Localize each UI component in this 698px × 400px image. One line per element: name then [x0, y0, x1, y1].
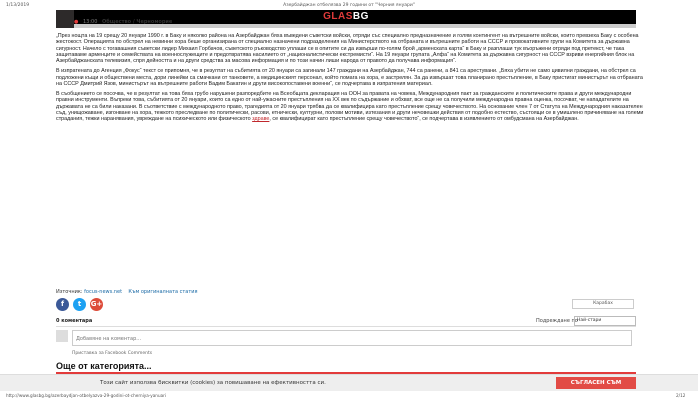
print-footer	[0, 391, 698, 400]
paragraph-3-end: , се квалифицират като престъпление срещу човечеството“, се подчертава в изявлението от омбудсмана на Азербайджан.	[269, 116, 579, 122]
share-buttons	[56, 298, 116, 312]
article-source	[56, 289, 198, 295]
article-paragraph-2: В изпратената до Агенция „Фокус“ текст се припомня, че в резултат на събитията от 20 януари са загинали 147 граждани на Азербайджан, 744 са ранени, а 841 са арестувани. „Бяха убити не само цивилни граждани, на обстрел са подложени къщи и обществени места, дори линейки са смачкани от танковете, а медицинският персонал, който помага на хора, е застрелян. За да извършат това планирано престъпление, в Баку пристигат министърът на отбраната на СССР Дмитрий Язов, министърът на вътрешните работи Вадим Бакатин и други високопоставени военни“, се подчертава в изпратения материал.	[56, 68, 643, 87]
logo-red-text: GLAS	[323, 11, 353, 22]
logo-white-text: BG	[352, 11, 369, 22]
page-number: 2/12	[676, 393, 686, 398]
sort-label: Подреждане по	[536, 318, 578, 324]
sort-select[interactable]: Най-стари	[574, 316, 636, 326]
print-date: 1/13/2019	[6, 3, 30, 8]
health-link[interactable]: здраве	[252, 116, 270, 122]
article-paragraph-1: „През нощта на 19 срещу 20 януари 1990 г. в Баку и няколко района на Азербайджан бяха въведени съветски войски, отряди със специално предназначение и голям контингент на вътрешните войски, които превзеха Баку с особена жестокост. Операцията по обстрел на невинни хора беше организирана от специално назначени подразделения на Министерството на отбраната и вътрешните работи на СССР и провокативните групи на Комитета за държавна сигурност. Начело с тогавашния съветски лидер Михаил Горбачов, съветското ръководство уплаши се в опитите си да извърши по-голям брой „арменската карта“ в Баку и разплаши тук въоръжени отряди под претекст, че така защитаваме арменците и семействата на военнослужещите и предотвратява насилието от „националистически екстремисти“. На 19 януари групата „Алфа“ на Комитета за държавна сигурност на СССР взриви енергийния блок на Азербайджанската телевизия, спря дейността и на други средства за масова информация и по този начин лиши народа от правото да получава информация“.	[56, 33, 639, 64]
more-from-category-title: Още от категорията...	[56, 361, 152, 371]
paragraph-3-text: В съобщението се посочва, че в резултат на това бяха грубо нарушени разпоредбите на Всеобщата декларация на ООН за правата на човека, Международния пакт за гражданските и политическите права и други международни правни инструменти. Въпреки това, събитията от 20 януари, които са едно от най-ужасните престъпления на XX век по съдържание и обхват, все още не са получили международна правна оценка, посочват, че нападателите на държавата не са били наказани. В съответствие с международното право, трагедията от 20 януари трябва да се квалифицира като престъпление срещу човечеството. На основание член 7 от Статута на Международния наказателен съд, унищожаване, изгонване на хора, тежкото преследване по политически, расови, етнически, културни, полови мотиви, изтезания и други нечовешки действия от подобно естество, състоящи се в умишлено причиняване на големи страдания, тежки наранявания, увреждане на психическото или физическото	[56, 91, 644, 122]
article-body	[56, 33, 646, 126]
print-header	[0, 0, 698, 10]
comments-header	[56, 316, 636, 327]
article-category[interactable]: Общество / Черноморие	[101, 19, 173, 25]
facebook-share-icon[interactable]: f	[56, 298, 69, 311]
avatar	[56, 330, 68, 342]
breadcrumb	[74, 19, 172, 25]
print-doc-title: Азербайджан отбелязва 29 години от "Черния януари"	[283, 3, 415, 8]
twitter-share-icon[interactable]: t	[73, 298, 86, 311]
googleplus-share-icon[interactable]: G+	[90, 298, 103, 311]
cookie-accept-button[interactable]: СЪГЛАСЕН СЪМ	[556, 377, 636, 389]
article-tag[interactable]: Карабах	[572, 299, 634, 309]
page-url: http://www.glasbg.bg/azerbaydjan-otbelyazva-29-godini-ot-cherniya-yanuari	[6, 393, 167, 398]
cookie-text: Този сайт използва бисквитки (cookies) за повишаване на ефективността си.	[100, 380, 326, 386]
comments-count: 0 коментара	[56, 318, 93, 324]
comment-input[interactable]: Добавяне на коментар...	[72, 330, 632, 346]
article-time: 13:00	[82, 19, 98, 25]
bullet-icon: ●	[74, 19, 79, 25]
facebook-comments-plugin[interactable]: Приставка за Facebook Comments	[72, 351, 153, 356]
source-link[interactable]: focus-news.net	[84, 289, 123, 295]
article-paragraph-3	[56, 91, 646, 122]
source-label: Източник:	[56, 289, 83, 295]
cookie-bar	[0, 374, 698, 391]
original-article-link[interactable]: Към оригиналната статия	[128, 289, 198, 295]
article-thumbnail	[56, 10, 74, 28]
